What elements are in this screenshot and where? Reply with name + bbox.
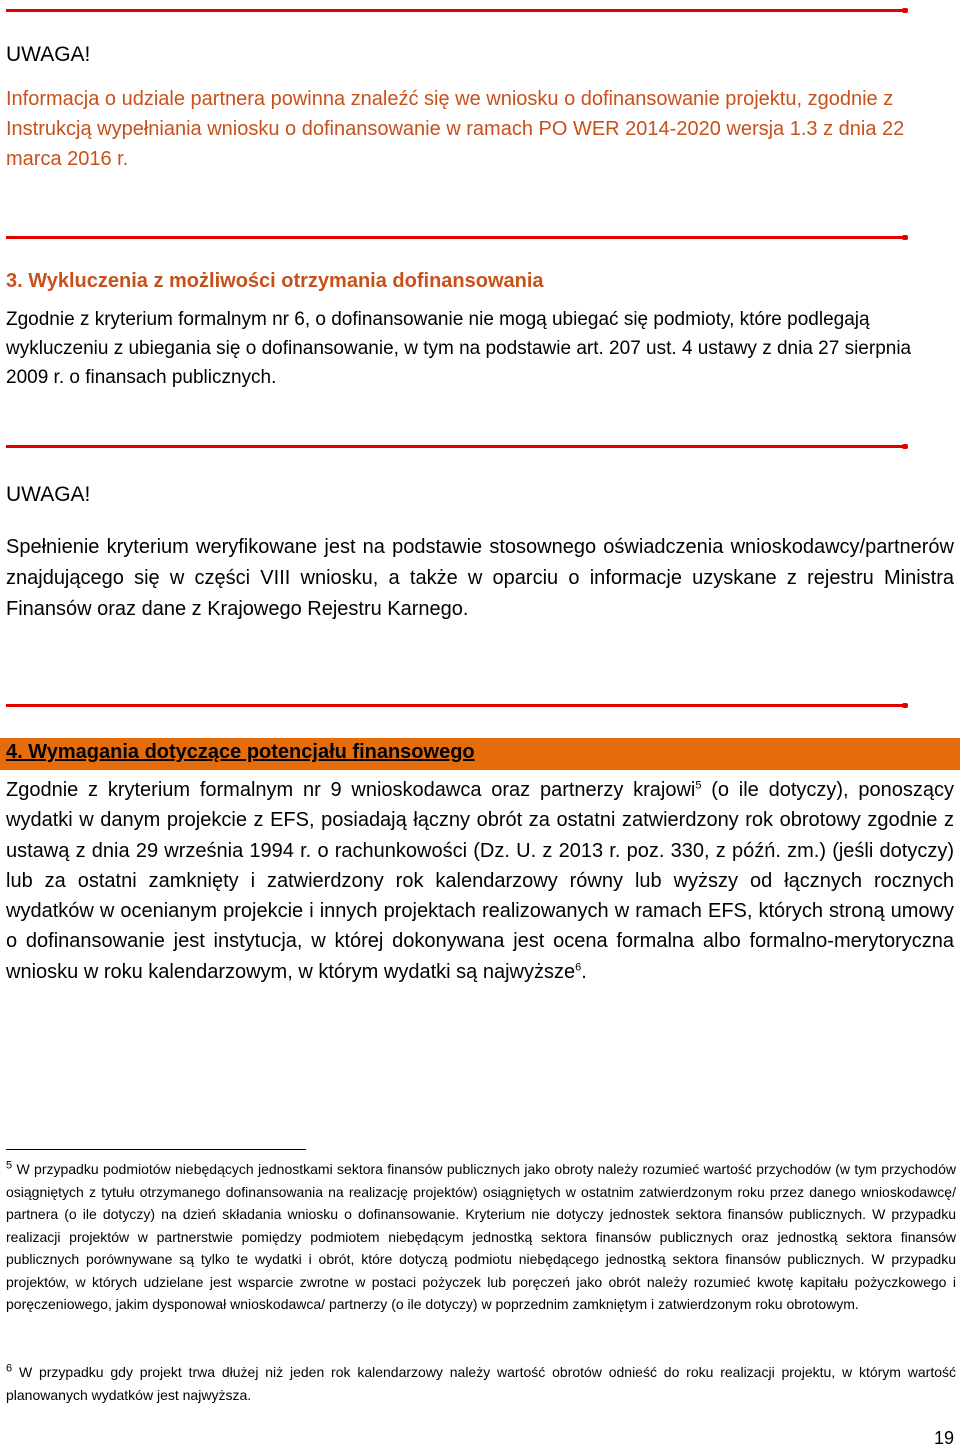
uwaga-note-2 (6, 480, 954, 625)
footnote-text: W przypadku gdy projekt trwa dłużej niż jeden rok kalendarzowy należy wartość obrotów odnieść do roku realizacji projektu, w którym wartość planowanych wydatków jest najwyższa. (6, 1364, 956, 1403)
section-4-header-bar (0, 738, 960, 770)
footnote-6 (6, 1361, 956, 1406)
uwaga-title: UWAGA! (6, 43, 91, 66)
red-divider (6, 236, 904, 239)
page-number: 19 (933, 1428, 954, 1448)
uwaga-text: Spełnienie kryterium weryfikowane jest na podstawie stosownego oświadczenia wnioskodawcy/partnerów znajdującego się w części VIII wniosku, a także w oparciu o informacje uzyskane z rejestru Ministra Finansów oraz dane z Krajowego Rejestru Karnego. (6, 536, 954, 620)
section-4-text-a: Zgodnie z kryterium formalnym nr 9 wnioskodawca oraz partnerzy krajowi (6, 779, 696, 801)
footnote-separator (6, 1149, 306, 1150)
uwaga-note-1 (6, 40, 954, 174)
footnote-number: 6 (6, 1362, 13, 1375)
section-3-heading: 3. Wykluczenia z możliwości otrzymania dofinansowania (6, 270, 544, 292)
section-4-heading: 4. Wymagania dotyczące potencjału finansowego (6, 741, 475, 763)
footnote-5 (6, 1158, 956, 1316)
red-divider (6, 9, 904, 12)
uwaga-text: Informacja o udziale partnera powinna znaleźć się we wniosku o dofinansowanie projektu, zgodnie z Instrukcją wypełniania wniosku o dofinansowanie w ramach PO WER 2014-2020 wersja 1.3 z dnia 22 marca 2016 r. (6, 88, 905, 170)
section-3-text: Zgodnie z kryterium formalnym nr 6, o dofinansowanie nie mogą ubiegać się podmioty, które podlegają wykluczeniu z ubiegania się o dofinansowanie, w tym na podstawie art. 207 ust. 4 ustawy z dnia 27 sierpnia 2009 r. o finansach publicznych. (6, 309, 912, 388)
uwaga-title: UWAGA! (6, 483, 91, 506)
red-divider (6, 445, 904, 448)
red-divider (6, 704, 904, 707)
footnote-ref-5[interactable]: 5 (695, 779, 702, 792)
footnote-ref-6[interactable]: 6 (575, 961, 582, 974)
section-4-text-c: . (581, 960, 587, 983)
section-4-text-b: (o ile dotyczy), ponoszący wydatki w danym projekcie z EFS, posiadają łączny obrót za ostatni zatwierdzony rok obrotowy zgodnie z ustawą z dnia 29 września 1994 r. o rachunkowości (Dz. U. z 2013 r. poz. 330, z późń. zm.) (jeśli dotyczy) lub za ostatni zamknięty i zatwierdzony rok kalendarzowy równy lub wyższy od łącznych rocznych wydatków w ocenianym projekcie i innych projektach realizowanych w ramach EFS, których stroną umowy o dofinansowanie jest instytucja, w której dokonywana jest ocena formalna albo formalno-merytoryczna wniosku w roku kalendarzowym, w którym wydatki są najwyższe (6, 779, 954, 983)
section-4-text (6, 775, 954, 987)
footnote-number: 5 (6, 1159, 13, 1172)
footnote-text: W przypadku podmiotów niebędących jednostkami sektora finansów publicznych jako obroty należy rozumieć wartość przychodów (w tym przychodów osiągniętych z tytułu otrzymanego dofinansowania na realizację projektów) osiągniętych w ostatnim zatwierdzonym roku przez danego wnioskodawcę/ partnera (o ile dotyczy) na dzień składania wniosku o dofinansowanie. Kryterium nie dotyczy jednostek sektora finansów publicznych. W przypadku realizacji projektów w partnerstwie pomiędzy podmiotem niebędącym jednostką sektora finansów publicznych oraz jednostką sektora finansów publicznych porównywane są tylko te wydatki i obrót, które dotyczą podmiotu niebędącego jednostką sektora finansów publicznych. W przypadku projektów, w których udzielane jest wsparcie zwrotne w postaci pożyczek lub poręczeń jako obrót należy rozumieć kwotę kapitału pożyczkowego i poręczeniowego, jakim dysponował wnioskodawca/ partnerzy (o ile dotyczy) w poprzednim zamkniętym i zatwierdzonym roku obrotowym. (6, 1161, 956, 1312)
